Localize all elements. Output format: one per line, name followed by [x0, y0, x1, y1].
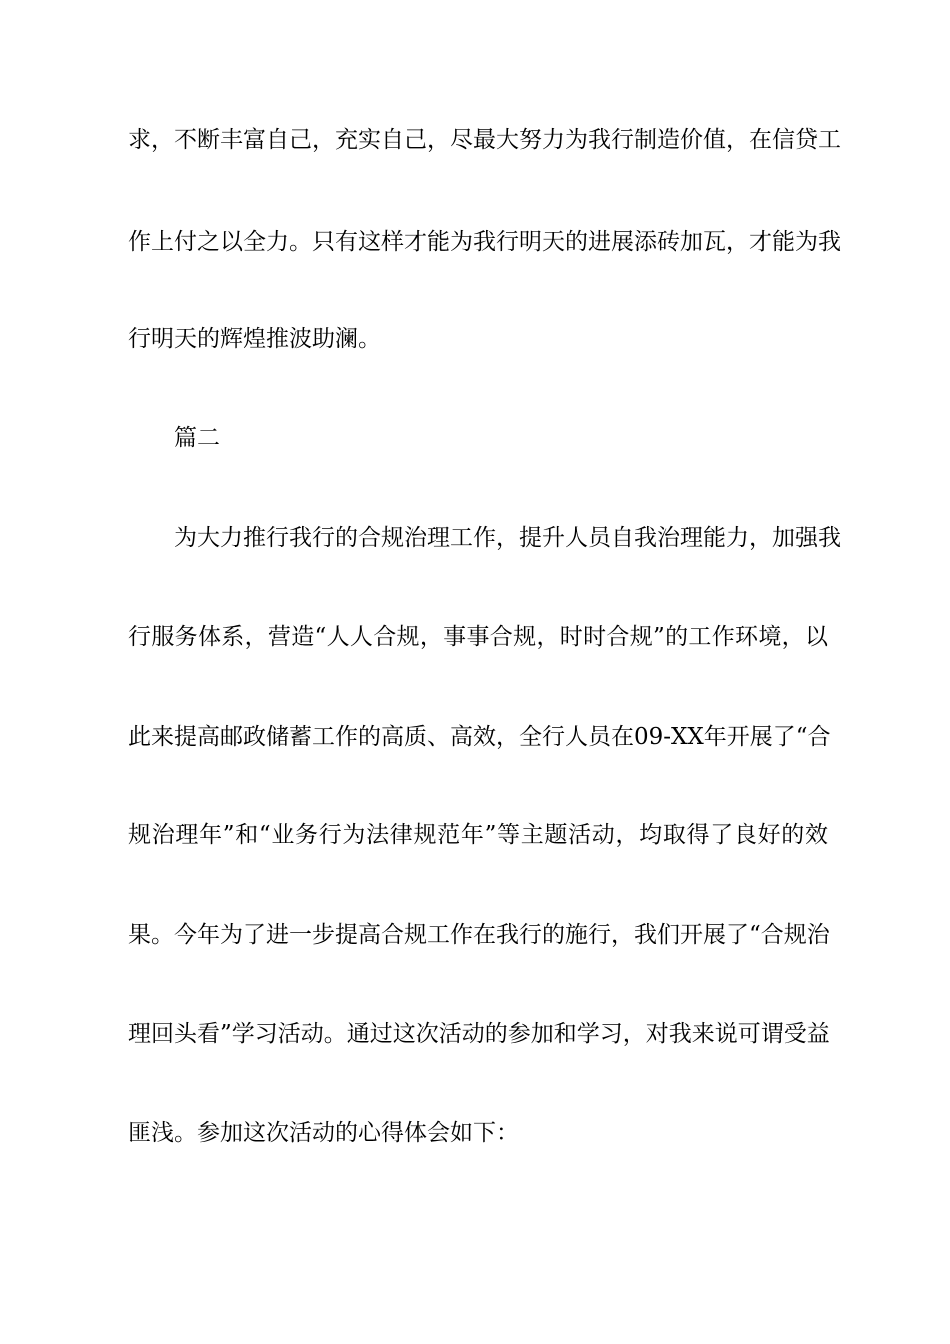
- paragraph-first-line: 为大力推行我行的合规治理工作，提升人员自我治理能力，加强我: [174, 525, 841, 551]
- text-line: 行服务体系，营造“人人合规，事事合规，时时合规”的工作环境，以: [128, 624, 828, 650]
- text-line: 理回头看”学习活动。通过这次活动的参加和学习，对我来说可谓受益: [128, 1021, 830, 1047]
- text-line: 此来提高邮政储蓄工作的高质、高效，全行人员在09-XX年开展了“合: [128, 724, 831, 750]
- section-heading: 篇二: [174, 425, 220, 451]
- text-line: 作上付之以全力。只有这样才能为我行明天的进展添砖加瓦，才能为我: [128, 229, 841, 255]
- text-line: 行明天的辉煌推波助澜。: [128, 326, 381, 352]
- text-line: 求，不断丰富自己，充实自己，尽最大努力为我行制造价值，在信贷工: [128, 127, 841, 153]
- text-line: 规治理年”和“业务行为法律规范年”等主题活动，均取得了良好的效: [128, 822, 828, 848]
- text-line: 匪浅。参加这次活动的心得体会如下：: [128, 1120, 519, 1146]
- text-line: 果。今年为了进一步提高合规工作在我行的施行，我们开展了“合规治: [128, 922, 830, 948]
